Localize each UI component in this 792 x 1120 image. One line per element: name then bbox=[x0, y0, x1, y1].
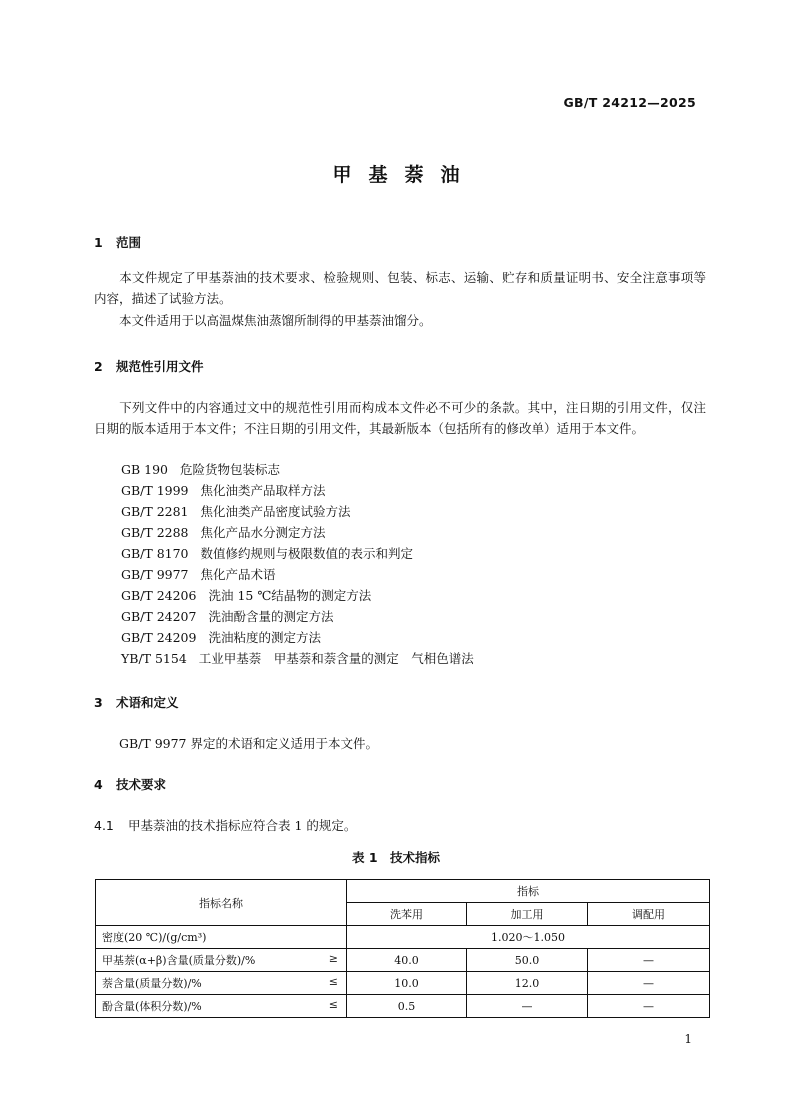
table-row bbox=[96, 972, 710, 995]
clause-4-1 bbox=[94, 816, 356, 834]
table-caption: 表 1 技术指标 bbox=[351, 850, 441, 865]
relation-symbol: ≥ bbox=[328, 952, 338, 965]
reference-item bbox=[121, 502, 351, 520]
reference-title: 洗油粘度的测定方法 bbox=[208, 630, 321, 645]
subheader-cell: 洗苯用 bbox=[347, 903, 467, 926]
section-2-heading bbox=[94, 357, 204, 375]
normative-intro-paragraph bbox=[94, 397, 706, 439]
reference-code: GB/T 8170 bbox=[121, 546, 189, 561]
reference-title: 危险货物包装标志 bbox=[180, 462, 281, 477]
section-number: 4 bbox=[94, 777, 103, 792]
scope-text-1: 本文件规定了甲基萘油的技术要求、检验规则、包装、标志、运输、贮存和质量证明书、安全注意事项等内容，描述了试验方法。 bbox=[94, 270, 706, 306]
reference-item bbox=[121, 481, 326, 499]
reference-item bbox=[121, 565, 276, 583]
row-name-text: 酚含量(体积分数)/% bbox=[102, 1000, 202, 1013]
reference-code: GB/T 2281 bbox=[121, 504, 189, 519]
value-cell: 0.5 bbox=[347, 995, 467, 1018]
row-name-text: 萘含量(质量分数)/% bbox=[102, 977, 202, 990]
value-cell: 12.0 bbox=[467, 972, 588, 995]
header-indicator: 指标 bbox=[347, 880, 710, 903]
standard-number: GB/T 24212—2025 bbox=[563, 95, 696, 110]
reference-title: 焦化油类产品取样方法 bbox=[200, 483, 326, 498]
clause-number: 4.1 bbox=[94, 818, 114, 833]
value-cell: — bbox=[588, 949, 710, 972]
normative-intro-text: 下列文件中的内容通过文中的规范性引用而构成本文件必不可少的条款。其中，注日期的引用文件，仅注日期的版本适用于本文件；不注日期的引用文件，其最新版本（包括所有的修改单）适用于本文件。 bbox=[94, 400, 706, 436]
section-number: 3 bbox=[94, 695, 103, 710]
row-name bbox=[96, 926, 347, 949]
section-1-heading bbox=[94, 233, 141, 251]
row-name bbox=[96, 995, 347, 1018]
reference-title: 洗油 15 ℃结晶物的测定方法 bbox=[208, 588, 372, 603]
reference-item bbox=[121, 460, 280, 478]
row-name-text: 密度(20 ℃)/(g/cm³) bbox=[102, 931, 207, 944]
section-3-heading bbox=[94, 693, 179, 711]
reference-code: GB/T 24207 bbox=[121, 609, 197, 624]
reference-code: GB/T 9977 bbox=[121, 567, 189, 582]
section-title: 规范性引用文件 bbox=[116, 359, 204, 374]
reference-title: 工业甲基萘 甲基萘和萘含量的测定 气相色谱法 bbox=[198, 651, 474, 666]
reference-code: GB/T 2288 bbox=[121, 525, 189, 540]
scope-text-2: 本文件适用于以高温煤焦油蒸馏所制得的甲基萘油馏分。 bbox=[119, 313, 432, 328]
terms-text: GB/T 9977 界定的术语和定义适用于本文件。 bbox=[119, 736, 378, 751]
reference-item bbox=[121, 544, 413, 562]
merged-value-cell: 1.020～1.050 bbox=[347, 926, 710, 949]
section-number: 1 bbox=[94, 235, 103, 250]
row-name bbox=[96, 972, 347, 995]
document-title: 甲基萘油 bbox=[332, 164, 477, 186]
table-row bbox=[96, 995, 710, 1018]
reference-item bbox=[121, 586, 371, 604]
scope-paragraph-2 bbox=[94, 310, 706, 331]
subheader-cell: 调配用 bbox=[588, 903, 710, 926]
reference-code: GB/T 1999 bbox=[121, 483, 189, 498]
section-number: 2 bbox=[94, 359, 103, 374]
section-title: 范围 bbox=[116, 235, 142, 250]
value-cell: — bbox=[467, 995, 588, 1018]
value-cell: 40.0 bbox=[347, 949, 467, 972]
reference-item bbox=[121, 628, 321, 646]
section-title: 术语和定义 bbox=[116, 695, 179, 710]
reference-item bbox=[121, 649, 474, 667]
reference-item bbox=[121, 523, 326, 541]
scope-paragraph-1 bbox=[94, 267, 706, 309]
table-row bbox=[96, 926, 710, 949]
reference-code: GB/T 24206 bbox=[121, 588, 197, 603]
value-cell: — bbox=[588, 995, 710, 1018]
relation-symbol: ≤ bbox=[328, 975, 338, 988]
header-indicator-name: 指标名称 bbox=[96, 880, 347, 926]
value-cell: 10.0 bbox=[347, 972, 467, 995]
section-4-heading bbox=[94, 775, 166, 793]
technical-indicators-table bbox=[95, 879, 710, 1018]
row-name-text: 甲基萘(α+β)含量(质量分数)/% bbox=[102, 954, 256, 967]
reference-code: GB/T 24209 bbox=[121, 630, 197, 645]
table-row bbox=[96, 949, 710, 972]
reference-title: 焦化产品术语 bbox=[200, 567, 276, 582]
reference-code: YB/T 5154 bbox=[121, 651, 187, 666]
value-cell: 50.0 bbox=[467, 949, 588, 972]
reference-item bbox=[121, 607, 333, 625]
relation-symbol: ≤ bbox=[328, 998, 338, 1011]
reference-title: 洗油酚含量的测定方法 bbox=[208, 609, 334, 624]
clause-text: 甲基萘油的技术指标应符合表 1 的规定。 bbox=[128, 818, 357, 833]
subheader-cell: 加工用 bbox=[467, 903, 588, 926]
reference-title: 焦化油类产品密度试验方法 bbox=[200, 504, 351, 519]
terms-paragraph bbox=[94, 733, 706, 754]
page-number: 1 bbox=[684, 1032, 692, 1046]
section-title: 技术要求 bbox=[116, 777, 167, 792]
table-header-row bbox=[96, 880, 710, 903]
row-name bbox=[96, 949, 347, 972]
reference-title: 焦化产品水分测定方法 bbox=[200, 525, 326, 540]
value-cell: — bbox=[588, 972, 710, 995]
reference-code: GB 190 bbox=[121, 462, 169, 477]
reference-title: 数值修约规则与极限数值的表示和判定 bbox=[200, 546, 414, 561]
